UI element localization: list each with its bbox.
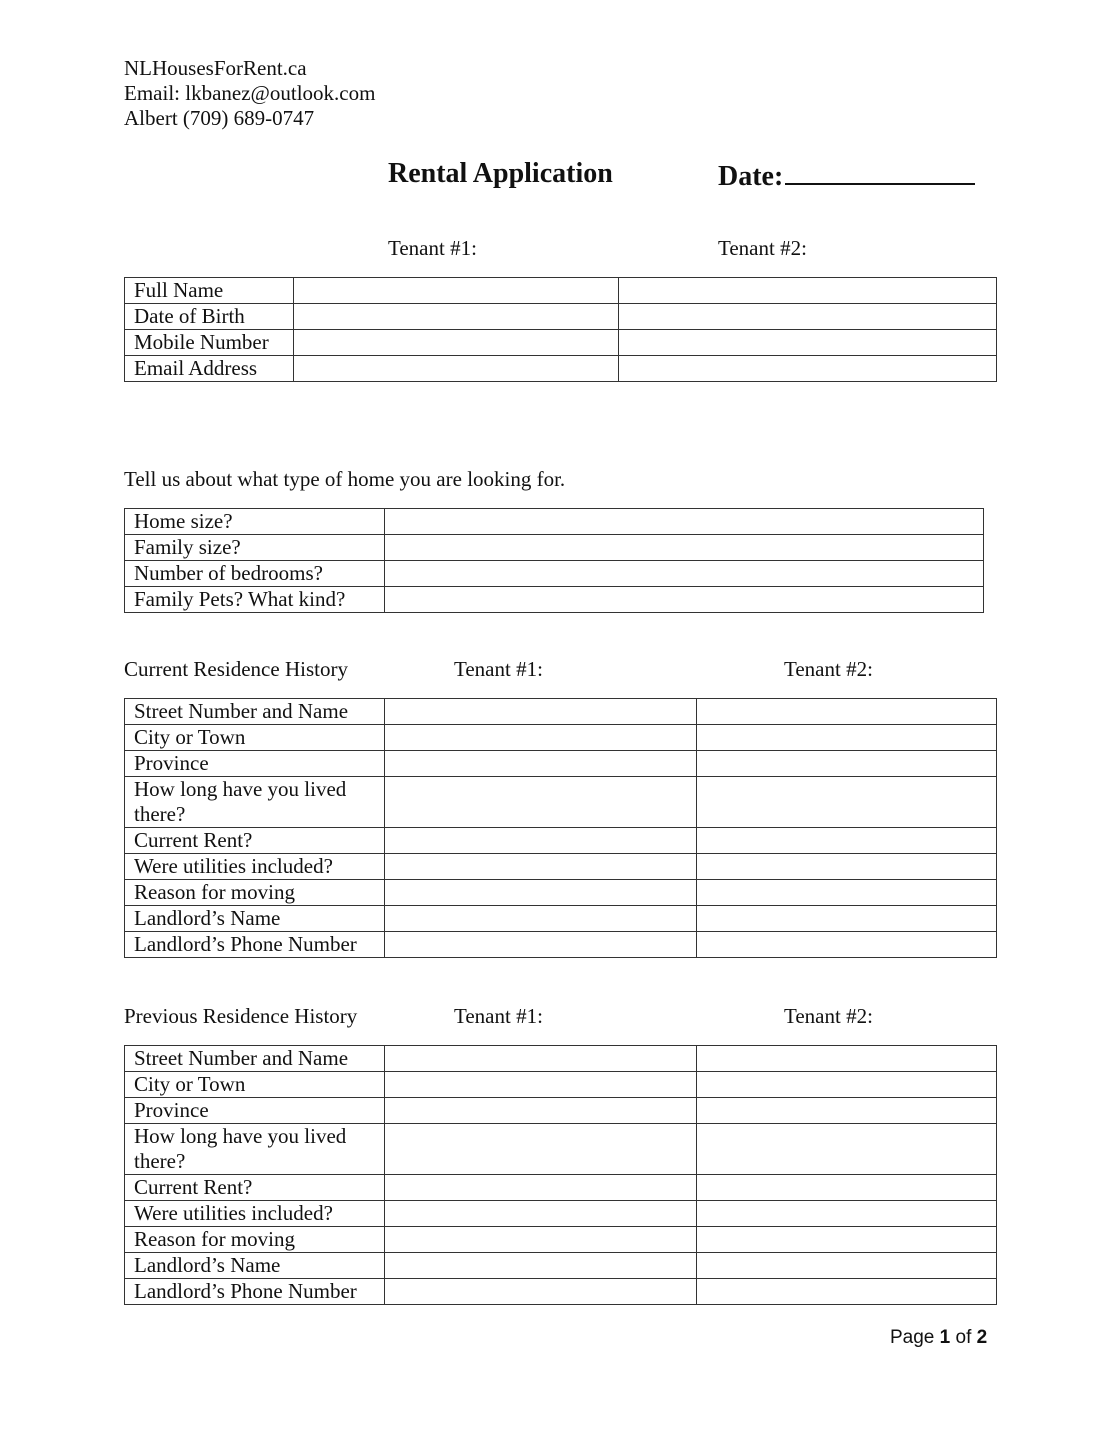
tenant2-field[interactable] <box>697 880 997 906</box>
tenant1-field[interactable] <box>385 828 697 854</box>
page-title: Rental Application <box>388 158 613 189</box>
tenant1-field[interactable] <box>385 1098 697 1124</box>
tenant1-field[interactable] <box>294 356 619 382</box>
previous-residence-row <box>125 1253 997 1279</box>
answer-field[interactable] <box>385 587 984 613</box>
home-type-table <box>124 508 984 613</box>
tenant2-field[interactable] <box>697 828 997 854</box>
tenant1-field[interactable] <box>385 1279 697 1305</box>
tenant1-field[interactable] <box>294 278 619 304</box>
tenant2-field[interactable] <box>697 1098 997 1124</box>
tenant2-field[interactable] <box>697 1227 997 1253</box>
total-pages: 2 <box>976 1327 988 1348</box>
personal-row <box>125 356 997 382</box>
home-type-prompt: Tell us about what type of home you are looking for. <box>124 467 566 491</box>
row-label: How long have you lived there? <box>125 1124 385 1175</box>
tenant1-field[interactable] <box>385 906 697 932</box>
answer-field[interactable] <box>385 509 984 535</box>
contact-phone: Albert (709) 689-0747 <box>124 106 315 130</box>
row-label: How long have you lived there? <box>125 777 385 828</box>
tenant1-field[interactable] <box>385 1046 697 1072</box>
tenant2-field[interactable] <box>697 1253 997 1279</box>
date-field[interactable] <box>718 157 975 194</box>
page-number <box>890 1326 987 1350</box>
previous-residence-row <box>125 1279 997 1305</box>
previous-residence-row <box>125 1124 997 1175</box>
home-row <box>125 535 984 561</box>
row-label: Landlord’s Name <box>125 1253 385 1279</box>
previous-tenant2-header: Tenant #2: <box>784 1004 873 1028</box>
tenant2-field[interactable] <box>697 777 997 828</box>
tenant1-field[interactable] <box>385 1253 697 1279</box>
current-residence-row <box>125 777 997 828</box>
tenant1-field[interactable] <box>385 880 697 906</box>
row-label: Province <box>125 1098 385 1124</box>
row-label: Were utilities included? <box>125 1201 385 1227</box>
tenant1-field[interactable] <box>385 725 697 751</box>
tenant2-field[interactable] <box>619 304 997 330</box>
tenant2-field[interactable] <box>697 1279 997 1305</box>
date-blank-line[interactable] <box>785 157 975 185</box>
current-residence-row <box>125 932 997 958</box>
row-label: Family size? <box>125 535 385 561</box>
row-label: Street Number and Name <box>125 1046 385 1072</box>
current-residence-table <box>124 698 997 958</box>
tenant1-field[interactable] <box>294 330 619 356</box>
current-residence-row <box>125 699 997 725</box>
tenant2-field[interactable] <box>619 356 997 382</box>
current-residence-heading: Current Residence History <box>124 657 348 681</box>
tenant1-field[interactable] <box>385 1124 697 1175</box>
row-label: Full Name <box>125 278 294 304</box>
tenant2-header: Tenant #2: <box>718 236 807 260</box>
row-label: Landlord’s Phone Number <box>125 932 385 958</box>
home-row <box>125 509 984 535</box>
row-label: City or Town <box>125 725 385 751</box>
tenant2-field[interactable] <box>697 751 997 777</box>
row-label: Mobile Number <box>125 330 294 356</box>
tenant1-field[interactable] <box>294 304 619 330</box>
row-label: Family Pets? What kind? <box>125 587 385 613</box>
current-residence-row <box>125 828 997 854</box>
row-label: Current Rent? <box>125 828 385 854</box>
row-label: Were utilities included? <box>125 854 385 880</box>
row-label: Date of Birth <box>125 304 294 330</box>
current-residence-row <box>125 725 997 751</box>
row-label: City or Town <box>125 1072 385 1098</box>
home-row <box>125 561 984 587</box>
row-label: Landlord’s Name <box>125 906 385 932</box>
tenant1-field[interactable] <box>385 751 697 777</box>
tenant2-field[interactable] <box>697 1124 997 1175</box>
personal-row <box>125 330 997 356</box>
current-residence-row <box>125 906 997 932</box>
previous-residence-row <box>125 1098 997 1124</box>
previous-residence-table <box>124 1045 997 1305</box>
row-label: Reason for moving <box>125 880 385 906</box>
personal-info-table <box>124 277 997 382</box>
contact-email: Email: lkbanez@outlook.com <box>124 81 376 105</box>
tenant2-field[interactable] <box>697 1175 997 1201</box>
tenant1-field[interactable] <box>385 854 697 880</box>
tenant2-field[interactable] <box>697 1072 997 1098</box>
tenant1-field[interactable] <box>385 1227 697 1253</box>
current-residence-row <box>125 751 997 777</box>
tenant2-field[interactable] <box>697 725 997 751</box>
site-name: NLHousesForRent.ca <box>124 56 307 80</box>
previous-residence-row <box>125 1175 997 1201</box>
row-label: Street Number and Name <box>125 699 385 725</box>
tenant2-field[interactable] <box>697 699 997 725</box>
answer-field[interactable] <box>385 535 984 561</box>
tenant1-field[interactable] <box>385 1175 697 1201</box>
current-tenant2-header: Tenant #2: <box>784 657 873 681</box>
previous-residence-heading: Previous Residence History <box>124 1004 358 1028</box>
row-label: Home size? <box>125 509 385 535</box>
tenant2-field[interactable] <box>697 1201 997 1227</box>
page-word: Page <box>890 1327 935 1348</box>
tenant1-field[interactable] <box>385 932 697 958</box>
row-label: Province <box>125 751 385 777</box>
personal-row <box>125 278 997 304</box>
previous-residence-row <box>125 1072 997 1098</box>
tenant1-field[interactable] <box>385 1201 697 1227</box>
personal-row <box>125 304 997 330</box>
previous-residence-row <box>125 1046 997 1072</box>
tenant1-field[interactable] <box>385 1072 697 1098</box>
row-label: Landlord’s Phone Number <box>125 1279 385 1305</box>
tenant2-field[interactable] <box>697 906 997 932</box>
date-label: Date: <box>718 161 784 192</box>
tenant2-field[interactable] <box>619 278 997 304</box>
of-word: of <box>955 1327 972 1348</box>
current-tenant1-header: Tenant #1: <box>454 657 543 681</box>
answer-field[interactable] <box>385 561 984 587</box>
tenant1-field[interactable] <box>385 699 697 725</box>
current-residence-row <box>125 854 997 880</box>
row-label: Email Address <box>125 356 294 382</box>
tenant1-header: Tenant #1: <box>388 236 477 260</box>
home-row <box>125 587 984 613</box>
previous-residence-row <box>125 1227 997 1253</box>
tenant2-field[interactable] <box>697 1046 997 1072</box>
previous-residence-row <box>125 1201 997 1227</box>
row-label: Number of bedrooms? <box>125 561 385 587</box>
current-page: 1 <box>939 1327 951 1348</box>
row-label: Reason for moving <box>125 1227 385 1253</box>
tenant2-field[interactable] <box>619 330 997 356</box>
tenant2-field[interactable] <box>697 932 997 958</box>
tenant2-field[interactable] <box>697 854 997 880</box>
previous-tenant1-header: Tenant #1: <box>454 1004 543 1028</box>
current-residence-row <box>125 880 997 906</box>
tenant1-field[interactable] <box>385 777 697 828</box>
row-label: Current Rent? <box>125 1175 385 1201</box>
